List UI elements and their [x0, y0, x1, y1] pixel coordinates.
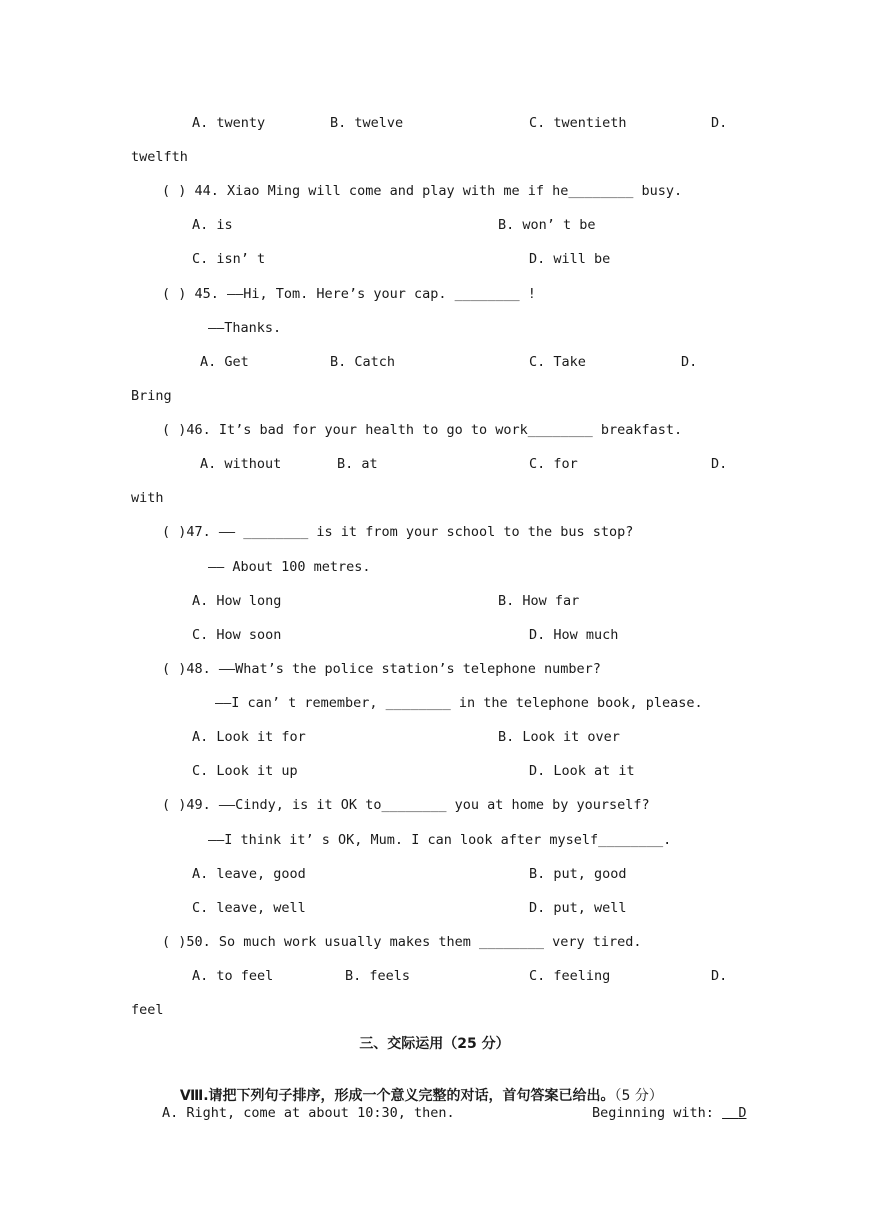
q49-reply: ——I think it’ s OK, Mum. I can look after myself________.	[208, 832, 672, 848]
q45-option-d-text: Bring	[131, 388, 172, 404]
q50-option-d-letter: D.	[711, 968, 728, 984]
q45-reply: ——Thanks.	[208, 320, 282, 336]
q50-option-c: C. feeling	[529, 968, 611, 984]
beginning-answer	[722, 1105, 746, 1121]
q50-option-b: B. feels	[345, 968, 411, 984]
q50-stem: ( )50. So much work usually makes them ________ very tired.	[162, 934, 642, 950]
q45-option-d-letter: D.	[681, 354, 698, 370]
q46-option-c: C. for	[529, 456, 578, 472]
q44-option-a: A. is	[192, 217, 233, 233]
q46-option-a: A. without	[200, 456, 282, 472]
q43-option-c: C. twentieth	[529, 115, 627, 131]
q45-stem: ( ) 45. ——Hi, Tom. Here’s your cap. ________ !	[162, 286, 536, 302]
q43-option-b: B. twelve	[330, 115, 404, 131]
q46-option-d-letter: D.	[711, 456, 728, 472]
q46-option-d-text: with	[131, 490, 164, 506]
section-heading: 三、交际运用（25 分）	[359, 1036, 510, 1052]
q47-reply: —— About 100 metres.	[208, 559, 371, 575]
part8-points: （5 分）	[614, 1088, 663, 1104]
q47-option-a: A. How long	[192, 593, 282, 609]
q47-stem: ( )47. —— ________ is it from your school to the bus stop?	[162, 524, 634, 540]
dialogue-line-a: A. Right, come at about 10:30, then.	[162, 1105, 455, 1121]
q49-option-d: D. put, well	[529, 900, 627, 916]
q45-option-c: C. Take	[529, 354, 586, 370]
q48-option-d: D. Look at it	[529, 763, 635, 779]
q44-option-d: D. will be	[529, 251, 611, 267]
beginning-label: Beginning with:	[592, 1105, 714, 1121]
q44-option-c: C. isn’ t	[192, 251, 266, 267]
q49-option-b: B. put, good	[529, 866, 627, 882]
q43-option-a: A. twenty	[192, 115, 266, 131]
q50-option-d-text: feel	[131, 1002, 164, 1018]
q48-reply: ——I can’ t remember, ________ in the telephone book, please.	[215, 695, 703, 711]
q46-option-b: B. at	[337, 456, 378, 472]
beginning-with	[592, 1104, 746, 1122]
q49-option-a: A. leave, good	[192, 866, 306, 882]
q47-option-c: C. How soon	[192, 627, 282, 643]
q43-option-d-letter: D.	[711, 115, 728, 131]
q49-stem: ( )49. ——Cindy, is it OK to________ you at home by yourself?	[162, 797, 650, 813]
q49-option-c: C. leave, well	[192, 900, 306, 916]
q44-stem: ( ) 44. Xiao Ming will come and play with me if he________ busy.	[162, 183, 683, 199]
q45-option-a: A. Get	[200, 354, 249, 370]
beginning-answer-text: D	[738, 1105, 747, 1121]
q43-option-d-text: twelfth	[131, 149, 188, 165]
q48-stem: ( )48. ——What’s the police station’s telephone number?	[162, 661, 601, 677]
part8-title: Ⅷ.请把下列句子排序，形成一个意义完整的对话，首句答案已给出。	[179, 1088, 615, 1104]
q48-option-c: C. Look it up	[192, 763, 298, 779]
q46-stem: ( )46. It’s bad for your health to go to work________ breakfast.	[162, 422, 683, 438]
q47-option-b: B. How far	[498, 593, 580, 609]
q44-option-b: B. won’ t be	[498, 217, 596, 233]
q45-option-b: B. Catch	[330, 354, 396, 370]
q48-option-a: A. Look it for	[192, 729, 306, 745]
q47-option-d: D. How much	[529, 627, 619, 643]
q50-option-a: A. to feel	[192, 968, 274, 984]
q48-option-b: B. Look it over	[498, 729, 620, 745]
